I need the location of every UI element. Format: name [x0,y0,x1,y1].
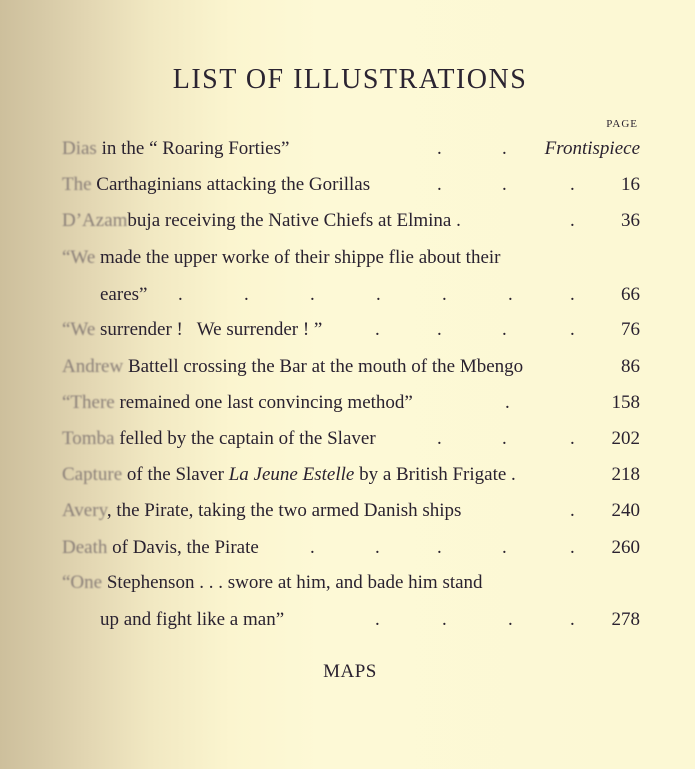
entry-title [62,570,483,596]
illustration-entry [62,535,640,561]
leader-dot: . [570,428,575,449]
leader-dot: . [437,537,442,558]
entry-faded-text: Avery [62,500,107,521]
leader-dot: . [570,210,575,231]
entry-faded-text: Andrew [62,356,124,377]
leader-dot: . [508,284,513,305]
entry-page-number: 202 [611,428,640,449]
entry-title [62,462,516,488]
entry-page-number: 158 [611,392,640,413]
illustration-entry [62,208,640,234]
leader-dot: . [502,174,507,195]
leader-dot: . [570,609,575,630]
leader-dot: . [376,284,381,305]
leader-dot: . [437,138,442,159]
leader-dot: . [502,138,507,159]
entry-page-number: 36 [621,210,640,231]
leader-dot: . [437,319,442,340]
entry-title: up and fight like a man” [100,609,285,630]
entry-title [62,172,370,198]
leader-dot: . [310,537,315,558]
page-title: LIST OF ILLUSTRATIONS [172,64,528,95]
leader-dot: . [570,174,575,195]
entry-faded-text: “We [62,247,96,268]
leader-dot: . [244,284,249,305]
illustration-entry [62,354,640,380]
entry-text: buja receiving the Native Chiefs at Elmina . [127,210,461,231]
ship-name: La Jeune Estelle [228,464,355,485]
leader-dot: . [502,537,507,558]
entry-page-number: 218 [611,464,640,485]
illustration-entry [62,136,640,162]
leader-dot: . [570,500,575,521]
entry-faded-text: “One [62,572,103,593]
entry-faded-text: “We [62,319,96,340]
leader-dot: . [570,284,575,305]
entry-faded-text: “There [62,392,115,413]
entry-title [62,426,376,452]
entry-faded-text: Capture [62,464,123,485]
leader-dot: . [375,609,380,630]
illustration-entry [62,172,640,198]
leader-dot: . [375,537,380,558]
entry-text: of the Slaver [122,464,229,485]
section-heading-maps: MAPS [323,661,377,682]
entry-page-number: 86 [621,356,640,377]
illustration-entry [62,390,640,416]
leader-dot: . [310,284,315,305]
entry-page-number: 16 [621,174,640,195]
entry-text: Carthaginians attacking the Gorillas [91,174,371,195]
entry-title [62,535,259,561]
entry-page-number: 278 [611,609,640,630]
entry-page-number: 76 [621,319,640,340]
entry-faded-text: Death [62,537,108,558]
leader-dot: . [437,174,442,195]
leader-dot: . [442,609,447,630]
entry-text: Stephenson . . . swore at him, and bade him stand [102,572,483,593]
illustration-entry-continuation [100,607,640,633]
leader-dot: . [442,284,447,305]
entry-title [62,317,322,343]
entry-text: surrender ! We surrender ! ” [95,319,323,340]
entry-page-number: 66 [621,284,640,305]
leader-dot: . [502,428,507,449]
entry-text: , the Pirate, taking the two armed Danish ships [106,500,462,521]
illustration-entry [62,426,640,452]
page-column-label: PAGE [606,118,638,130]
entry-text: remained one last convincing method” [114,392,413,413]
entry-text: felled by the captain of the Slaver [114,428,376,449]
entry-title [62,354,523,380]
leader-dot: . [570,537,575,558]
entry-title [62,245,500,271]
illustration-entry-continuation [100,282,640,308]
leader-dot: . [502,319,507,340]
leader-dot: . [505,392,510,413]
entry-faded-text: The [62,174,92,195]
entry-text: by a British Frigate . [354,464,516,485]
illustration-entry [62,245,640,271]
leader-dot: . [178,284,183,305]
illustration-entry [62,570,640,596]
entry-title [62,136,289,162]
entry-text: of Davis, the Pirate [107,537,259,558]
leader-dot: . [437,428,442,449]
entry-text: Battell crossing the Bar at the mouth of the Mbengo [123,356,524,377]
illustration-entry [62,462,640,488]
entry-title [62,208,461,234]
illustration-entry [62,317,640,343]
entry-text: made the upper worke of their shippe flie about their [95,247,501,268]
entry-page-number: 240 [611,500,640,521]
entry-title [62,390,413,416]
entry-title: eares” [100,284,148,305]
leader-dot: . [570,319,575,340]
entry-faded-text: D’Azam [62,210,128,231]
leader-dot: . [508,609,513,630]
entry-page-number: 260 [611,537,640,558]
entry-title [62,498,461,524]
entry-page-number: Frontispiece [544,138,640,159]
illustration-entry [62,498,640,524]
entry-text: in the “ Roaring Forties” [96,138,290,159]
entry-faded-text: Tomba [62,428,115,449]
entry-faded-text: Dias [62,138,97,159]
leader-dot: . [375,319,380,340]
